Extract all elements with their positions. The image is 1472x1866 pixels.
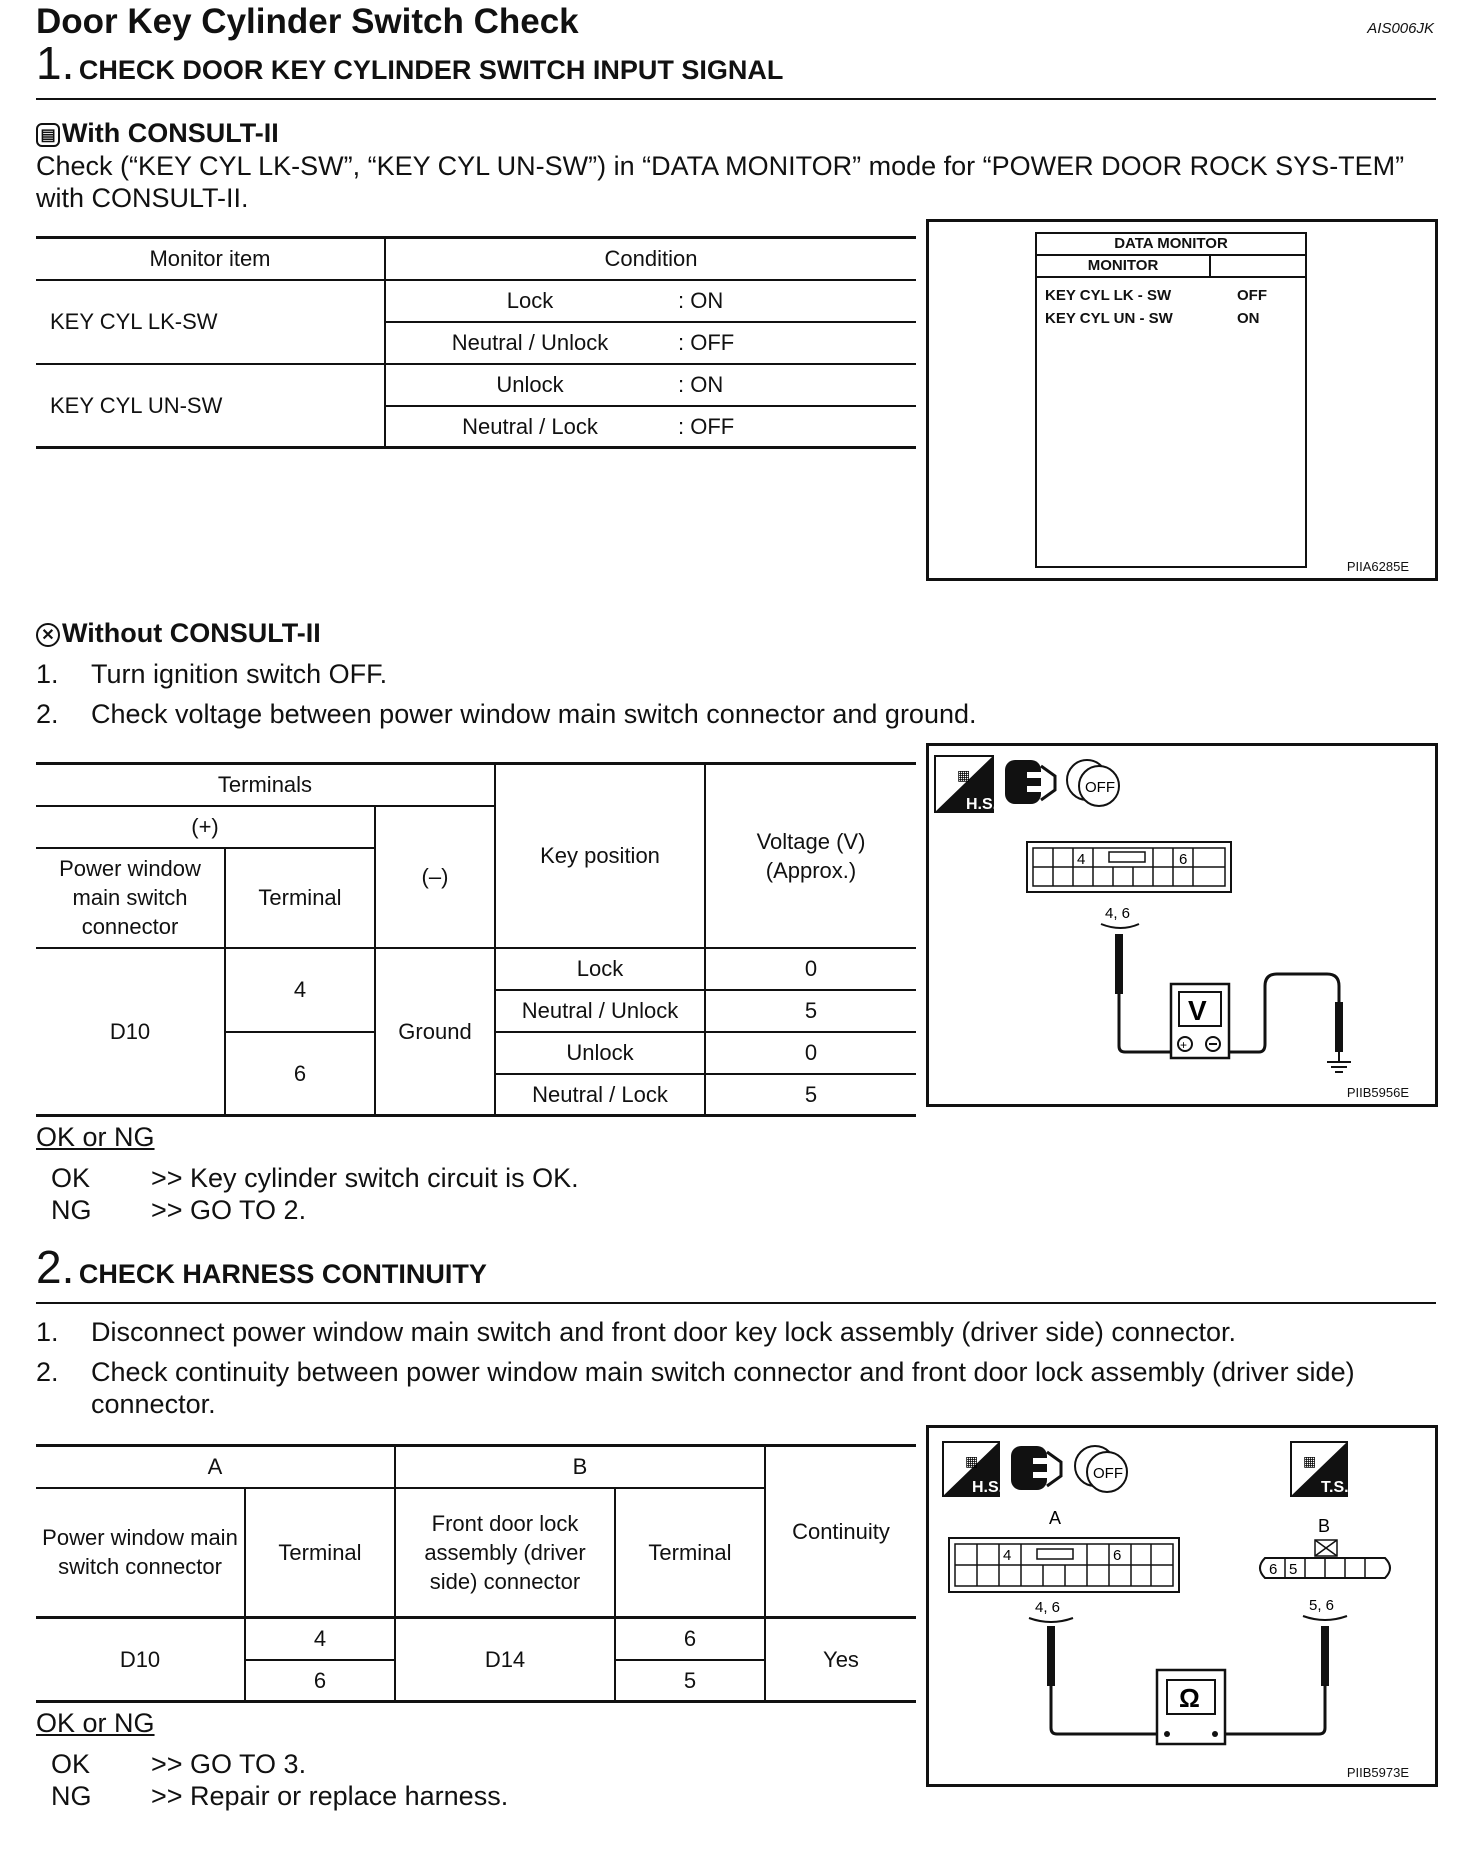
svg-text:5: 5	[1289, 1561, 1298, 1578]
with-consult-heading	[36, 118, 279, 149]
svg-text:T.S.: T.S.	[1321, 1479, 1349, 1496]
condition-header: Condition	[385, 238, 916, 280]
step2-title: CHECK HARNESS CONTINUITY	[78, 1259, 487, 1289]
with-consult-text: Check (“KEY CYL LK-SW”, “KEY CYL UN-SW”) in “DATA MONITOR” mode for “POWER DOOR ROCK SYS-TEM” with CONSULT-II.	[36, 151, 1405, 213]
svg-text:V: V	[1188, 995, 1207, 1026]
voltage-table	[36, 762, 916, 1117]
monitor-item: KEY CYL LK-SW	[36, 280, 385, 364]
a-terminal-cell: 6	[245, 1660, 395, 1702]
figure-label: PIIB5973E	[1346, 1765, 1409, 1780]
voltage-diagram	[929, 746, 1435, 1104]
with-consult-label: With CONSULT-II	[62, 118, 279, 148]
data-monitor-figure	[926, 219, 1438, 581]
continuity-header: Continuity	[792, 1519, 890, 1544]
voltage-cell: 5	[804, 1081, 818, 1107]
connector-b-label: B	[1318, 1516, 1331, 1536]
svg-text:6: 6	[1179, 851, 1188, 868]
without-consult-label: Without CONSULT-II	[62, 618, 321, 648]
key-position-header: Key position	[495, 764, 705, 948]
step-item: 2. Check voltage between power window main switch connector and ground.	[36, 699, 977, 729]
ok-row: OK >> Key cylinder switch circuit is OK.	[51, 1163, 579, 1193]
continuity-diagram	[929, 1428, 1435, 1784]
condition-value: : ON	[674, 364, 916, 406]
connector-a-label: A	[1049, 1508, 1062, 1528]
condition-value: : OFF	[674, 322, 916, 364]
key-position-cell: Neutral / Unlock	[495, 990, 705, 1032]
plus-header: (+)	[36, 806, 375, 848]
b-header: B	[395, 1446, 765, 1488]
svg-text:Ω: Ω	[1179, 1683, 1200, 1713]
key-position-cell: Lock	[495, 948, 705, 990]
svg-text:4: 4	[1003, 1547, 1012, 1564]
step-item: 2. Check continuity between power window main switch connector and front door lock assembly (driver side) connector.	[36, 1357, 1355, 1419]
b-terminal-cell: 5	[615, 1660, 765, 1702]
harness-connector-b	[1260, 1540, 1390, 1578]
svg-text:4, 6: 4, 6	[1035, 1599, 1061, 1616]
svg-text:4, 6: 4, 6	[1105, 905, 1131, 922]
condition-state: Unlock	[385, 364, 674, 406]
svg-text:4: 4	[1077, 851, 1086, 868]
monitor-table	[36, 236, 916, 449]
svg-text:H.S.: H.S.	[966, 796, 998, 813]
b-connector-cell: D14	[395, 1618, 615, 1702]
probe-labels	[1029, 1597, 1347, 1622]
terminal-header: Terminal	[225, 848, 375, 948]
a-connector-cell: D10	[36, 1618, 245, 1702]
monitor-line: KEY CYL LK - SW OFF	[1045, 287, 1267, 304]
ok-ng-heading: OK or NG	[36, 1122, 155, 1152]
step1-heading	[36, 37, 784, 89]
svg-text:5, 6: 5, 6	[1309, 1597, 1335, 1614]
voltage-cell: 0	[705, 948, 916, 990]
a-header: A	[36, 1446, 395, 1488]
b-connector-header: Front door lock assembly (driver side) connector	[395, 1488, 615, 1618]
connector-cell: D10	[36, 948, 225, 1116]
terminal-cell: 6	[225, 1032, 375, 1116]
terminal-header: Terminal	[615, 1488, 765, 1618]
condition-value: : ON	[674, 280, 916, 322]
continuity-figure	[926, 1425, 1438, 1787]
step2-number: 2.	[36, 1241, 75, 1293]
svg-text:▦: ▦	[957, 767, 971, 783]
svg-text:H.S.: H.S.	[972, 1479, 1004, 1496]
harness-connector	[1027, 842, 1231, 892]
svg-text:+: +	[1180, 1038, 1188, 1052]
divider	[36, 1302, 1436, 1304]
b-terminal-cell: 6	[615, 1618, 765, 1660]
ok-ng-heading: OK or NG	[36, 1708, 155, 1738]
test-wiring	[1115, 934, 1351, 1072]
condition-value: : OFF	[678, 413, 735, 439]
divider	[36, 98, 1436, 100]
step2-steps	[36, 1316, 1436, 1420]
ng-row: NG >> Repair or replace harness.	[51, 1781, 509, 1811]
ok-ng-list	[36, 1162, 579, 1226]
connector-header: Power window main switch connector	[36, 848, 225, 948]
continuity-cell: Yes	[823, 1647, 859, 1672]
ng-row: NG >> GO TO 2.	[51, 1195, 307, 1225]
consult-icon: ▤	[36, 123, 60, 147]
connector-icon	[1005, 760, 1055, 804]
condition-state: Neutral / Lock	[462, 413, 598, 439]
condition-state: Neutral / Unlock	[385, 322, 674, 364]
step1-title: CHECK DOOR KEY CYLINDER SWITCH INPUT SIGNAL	[78, 55, 784, 85]
figure-label: PIIB5956E	[1346, 1085, 1409, 1100]
page-title: Door Key Cylinder Switch Check	[36, 2, 579, 41]
svg-text:▦: ▦	[965, 1453, 979, 1469]
ok-row: OK >> GO TO 3.	[51, 1749, 307, 1779]
monitor-line: KEY CYL UN - SW ON	[1045, 310, 1260, 327]
monitor-screen	[1035, 232, 1307, 568]
svg-text:OFF: OFF	[1085, 779, 1115, 796]
hs-icon	[935, 756, 997, 813]
ignition-off-icon	[1067, 760, 1119, 806]
a-connector-header: Power window main switch connector	[36, 1488, 245, 1618]
connector-icon	[1011, 1446, 1061, 1490]
figure-label: PIIA6285E	[1346, 559, 1409, 574]
ts-icon	[1291, 1442, 1349, 1496]
svg-text:6: 6	[1113, 1547, 1122, 1564]
ignition-off-icon	[1075, 1446, 1127, 1492]
terminal-cell: 4	[225, 948, 375, 1032]
voltage-figure	[926, 743, 1438, 1107]
condition-state: Lock	[385, 280, 674, 322]
svg-text:▦: ▦	[1303, 1453, 1317, 1469]
monitor-item: KEY CYL UN-SW	[36, 364, 385, 448]
svg-text:6: 6	[1269, 1561, 1278, 1578]
terminal-header: Terminal	[245, 1488, 395, 1618]
harness-connector-a	[949, 1538, 1179, 1592]
step1-number: 1.	[36, 37, 75, 89]
voltmeter-icon	[1171, 984, 1229, 1058]
terminals-header: Terminals	[36, 764, 495, 806]
monitor-screen-title: DATA MONITOR	[1037, 234, 1305, 256]
a-terminal-cell: 4	[245, 1618, 395, 1660]
monitor-item-header: Monitor item	[36, 238, 385, 280]
monitor-screen-subtitle: MONITOR	[1037, 256, 1211, 276]
without-consult-steps	[36, 658, 1436, 730]
voltage-cell: 0	[705, 1032, 916, 1074]
voltage-header: Voltage (V) (Approx.)	[756, 828, 866, 883]
no-consult-icon: ✕	[36, 623, 60, 647]
voltage-cell: 5	[705, 990, 916, 1032]
svg-text:OFF: OFF	[1093, 1465, 1123, 1482]
key-position-cell: Unlock	[495, 1032, 705, 1074]
hs-icon	[943, 1442, 1003, 1496]
document-code: AIS006JK	[1367, 20, 1434, 37]
monitor-lines	[1037, 278, 1305, 336]
ok-ng-list	[36, 1748, 508, 1812]
step-item: 1. Disconnect power window main switch and front door key lock assembly (driver side) connector.	[36, 1317, 1236, 1347]
without-consult-heading	[36, 618, 321, 649]
key-position-cell: Neutral / Lock	[495, 1074, 705, 1116]
continuity-table	[36, 1444, 916, 1703]
ohmmeter-icon	[1157, 1670, 1225, 1744]
probe-label	[1101, 905, 1139, 928]
minus-header: (–)	[375, 806, 495, 948]
step-item: 1. Turn ignition switch OFF.	[36, 659, 388, 689]
ground-cell: Ground	[375, 948, 495, 1116]
step2-heading	[36, 1241, 487, 1293]
